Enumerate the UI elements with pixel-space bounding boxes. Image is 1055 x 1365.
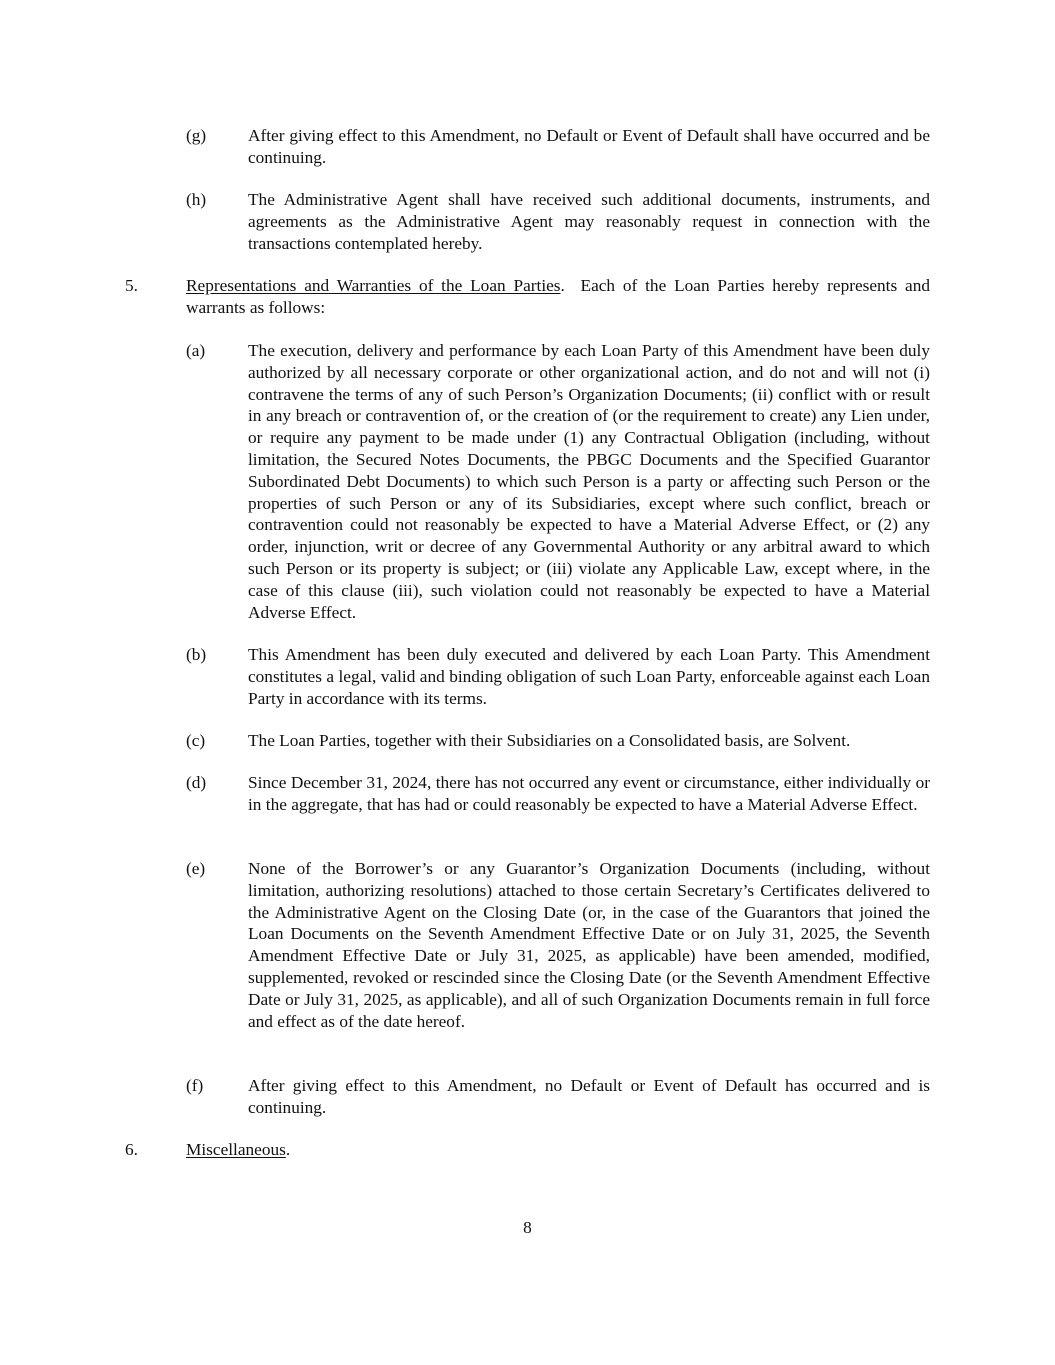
item-b-text: This Amendment has been duly executed and delivered by each Loan Party. This Amendment constitutes a legal, valid and binding obligation of such Loan Party, enforceable against each Loan Party in accordance with its terms. <box>248 645 930 708</box>
page-number: 8 <box>523 1218 532 1237</box>
section-5-intro-text: Each of the Loan Parties hereby represents and warrants as follows: <box>186 276 935 317</box>
item-c-text: The Loan Parties, together with their Subsidiaries on a Consolidated basis, are Solvent. <box>248 731 851 750</box>
section-5-paragraph <box>186 275 935 319</box>
item-b-marker: (b) <box>186 645 207 664</box>
item-h-text: The Administrative Agent shall have received such additional documents, instruments, and agreements as the Administrative Agent may reasonably request in connection with the transactions contemplated hereby. <box>248 190 930 253</box>
item-c-marker: (c) <box>186 731 206 750</box>
item-f-marker: (f) <box>186 1076 204 1095</box>
section-6-paragraph <box>186 1139 930 1161</box>
item-h-marker: (h) <box>186 190 207 209</box>
item-e-text: None of the Borrower’s or any Guarantor’s Organization Documents (including, without limitation, authorizing resolutions) attached to those certain Secretary’s Certificates delivered to the Administrative Agent on the Closing Date (or, in the case of the Guarantors that joined the Loan Documents on the Seventh Amendment Effective Date or on July 31, 2025, the Seventh Amendment Effective Date or July 31, 2025, as applicable) have been amended, modified, supplemented, revoked or rescinded since the Closing Date (or the Seventh Amendment Effective Date or July 31, 2025, as applicable), and all of such Organization Documents remain in full force and effect as of the date hereof. <box>248 859 930 1031</box>
section-6-heading: Miscellaneous <box>186 1140 286 1159</box>
item-a-text: The execution, delivery and performance by each Loan Party of this Amendment have been duly authorized by all necessary corporate or other organizational action, and do not and will not (i) contravene the terms of any of such Person’s Organization Documents; (ii) conflict with or result in any breach or contravention of, or the creation of (or the requirement to create) any Lien under, or require any payment to be made under (1) any Contractual Obligation (including, without limitation, the Secured Notes Documents, the PBGC Documents and the Specified Guarantor Subordinated Debt Documents) to which such Person is a party or affecting such Person or the properties of such Person or any of its Subsidiaries, except where such conflict, breach or contravention could not reasonably be expected to have a Material Adverse Effect, or (2) any order, injunction, writ or decree of any Governmental Authority or any arbitral award to which such Person or its property is subject; or (iii) violate any Applicable Law, except where, in the case of this clause (iii), such violation could not reasonably be expected to have a Material Adverse Effect. <box>248 341 930 622</box>
section-6-number: 6. <box>125 1140 138 1159</box>
section-5-heading-period: . <box>560 276 565 295</box>
section-5-number: 5. <box>125 276 138 295</box>
item-g-marker: (g) <box>186 126 207 145</box>
item-e-marker: (e) <box>186 859 206 878</box>
item-d-marker: (d) <box>186 773 207 792</box>
section-6-heading-period: . <box>285 1140 291 1159</box>
section-5-heading: Representations and Warranties of the Loan Parties <box>186 276 561 295</box>
item-a-marker: (a) <box>186 341 206 360</box>
item-g-text: After giving effect to this Amendment, no Default or Event of Default shall have occurred and be continuing. <box>248 126 930 167</box>
item-d-text: Since December 31, 2024, there has not occurred any event or circumstance, either individually or in the aggregate, that has had or could reasonably be expected to have a Material Adverse Effect. <box>248 773 930 814</box>
item-f-text: After giving effect to this Amendment, no Default or Event of Default has occurred and is continuing. <box>248 1076 930 1117</box>
